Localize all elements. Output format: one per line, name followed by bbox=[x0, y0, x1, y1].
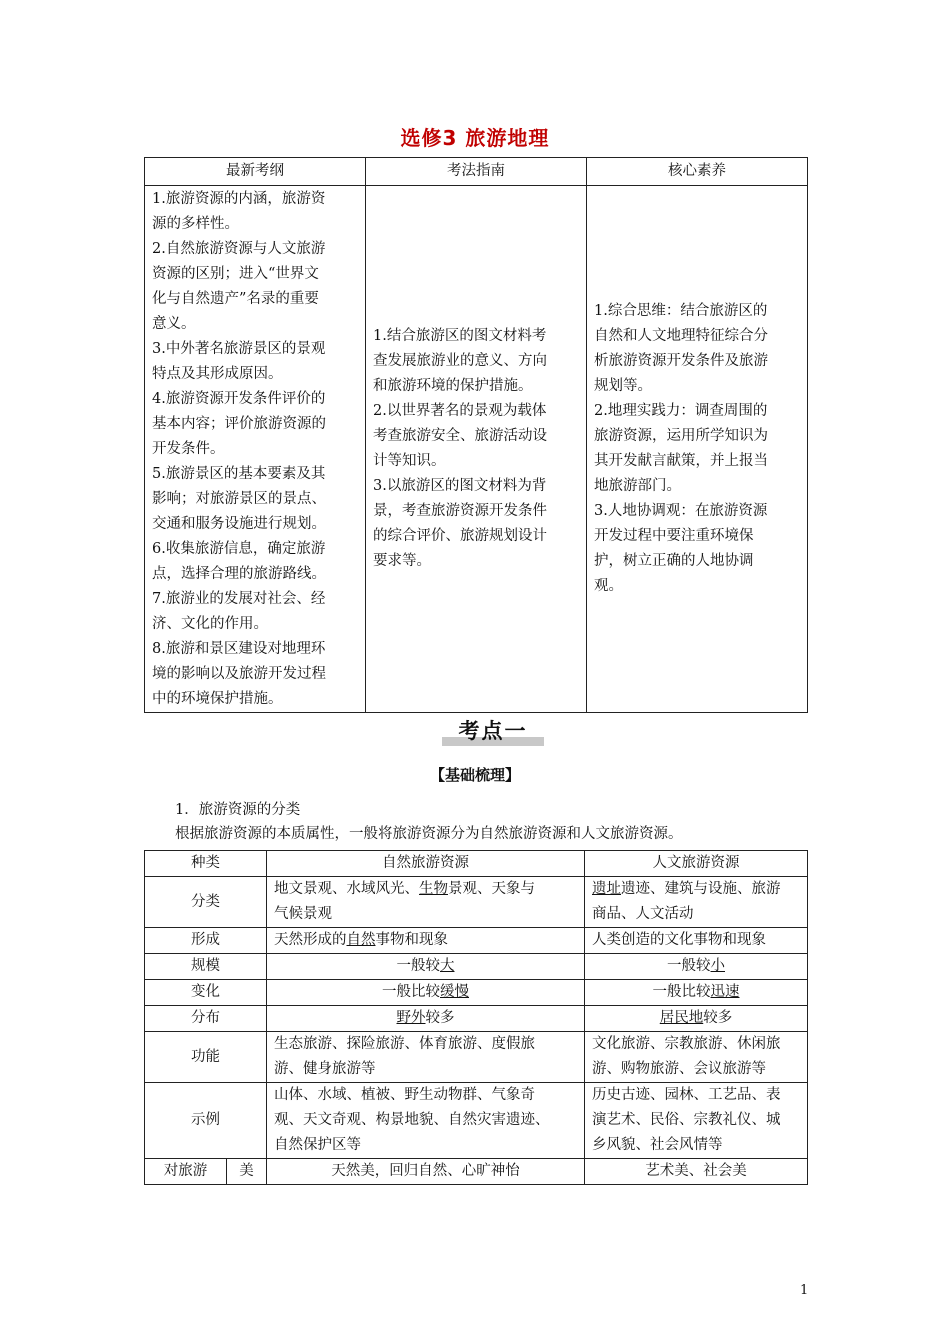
syllabus-table bbox=[144, 157, 808, 713]
text-line: 游、购物旅游、会议旅游等 bbox=[592, 1061, 766, 1077]
header-human: 人文旅游资源 bbox=[585, 851, 808, 877]
text-line: 1.综合思维：结合旅游区的 bbox=[594, 303, 768, 319]
text-line: 3.以旅游区的图文材料为背 bbox=[373, 478, 547, 494]
text-line: 生态旅游、探险旅游、体育旅游、度假旅 bbox=[274, 1036, 535, 1052]
cell-human-beauty: 艺术美、社会美 bbox=[585, 1159, 808, 1185]
text-line: 影响；对旅游景区的景点、 bbox=[152, 491, 326, 507]
text-line: 演艺术、民俗、宗教礼仪、城 bbox=[592, 1112, 781, 1128]
cell-human-formation: 人类创造的文化事物和现象 bbox=[585, 928, 808, 954]
text-line: 历史古迹、园林、工艺品、表 bbox=[592, 1087, 781, 1103]
row-label-examples: 示例 bbox=[145, 1083, 267, 1159]
cell-natural-beauty: 天然美，回归自然、心旷神怡 bbox=[267, 1159, 585, 1185]
text-line: 自然和人文地理特征综合分 bbox=[594, 328, 768, 344]
section-title: 【基础梳理】 bbox=[429, 766, 520, 784]
text-line: 源的多样性。 bbox=[152, 216, 239, 232]
header-syllabus: 最新考纲 bbox=[145, 158, 366, 186]
header-exam-guide: 考法指南 bbox=[366, 158, 587, 186]
page-number: 1 bbox=[800, 1283, 809, 1298]
text-line: 山体、水域、植被、野生动物群、气象奇 bbox=[274, 1087, 535, 1103]
text-line: 交通和服务设施进行规划。 bbox=[152, 516, 326, 532]
text-line: 文化旅游、宗教旅游、休闲旅 bbox=[592, 1036, 781, 1052]
text-line: 济、文化的作用。 bbox=[152, 616, 268, 632]
row-sublabel-beauty: 美 bbox=[227, 1159, 267, 1185]
text-line: 2.地理实践力：调查周围的 bbox=[594, 403, 768, 419]
cell-natural-examples bbox=[267, 1083, 585, 1159]
text-line: 境的影响以及旅游开发过程 bbox=[152, 666, 326, 682]
text-line: 7.旅游业的发展对社会、经 bbox=[152, 591, 326, 607]
cell-natural-classification: 地文景观、水域风光、生物景观、天象与 气候景观 bbox=[267, 877, 585, 928]
text-line: 的综合评价、旅游规划设计 bbox=[373, 528, 547, 544]
text-line: 析旅游资源开发条件及旅游 bbox=[594, 353, 768, 369]
syllabus-cell bbox=[145, 186, 366, 713]
text-line: 观。 bbox=[594, 578, 623, 594]
row-label-scale: 规模 bbox=[145, 954, 267, 980]
row-label-change: 变化 bbox=[145, 980, 267, 1006]
paragraph-heading: 1．旅游资源的分类 bbox=[175, 802, 301, 818]
text-line: 6.收集旅游信息，确定旅游 bbox=[152, 541, 326, 557]
text-line: 开发过程中要注重环境保 bbox=[594, 528, 754, 544]
row-label-distribution: 分布 bbox=[145, 1006, 267, 1032]
text-line: 基本内容；评价旅游资源的 bbox=[152, 416, 326, 432]
cell-human-function bbox=[585, 1032, 808, 1083]
text-line: 计等知识。 bbox=[373, 453, 446, 469]
cell-natural-function bbox=[267, 1032, 585, 1083]
resource-types-table bbox=[144, 850, 808, 1185]
text-line: 化与自然遗产”名录的重要 bbox=[152, 291, 319, 307]
text-line: 中的环境保护措施。 bbox=[152, 691, 283, 707]
text-line: 开发条件。 bbox=[152, 441, 225, 457]
text-line: 景，考查旅游资源开发条件 bbox=[373, 503, 547, 519]
text-line: 3.人地协调观：在旅游资源 bbox=[594, 503, 768, 519]
text-line: 考查旅游安全、旅游活动设 bbox=[373, 428, 547, 444]
text-line: 规划等。 bbox=[594, 378, 652, 394]
text-line: 2.以世界著名的景观为载体 bbox=[373, 403, 547, 419]
row-label-function: 功能 bbox=[145, 1032, 267, 1083]
cell-human-scale: 一般较小 bbox=[585, 954, 808, 980]
header-core-literacy: 核心素养 bbox=[587, 158, 808, 186]
row-label-classification: 分类 bbox=[145, 877, 267, 928]
text-line: 特点及其形成原因。 bbox=[152, 366, 283, 382]
cell-natural-distribution: 野外较多 bbox=[267, 1006, 585, 1032]
text-line: 查发展旅游业的意义、方向 bbox=[373, 353, 547, 369]
text-line: 3.中外著名旅游景区的景观 bbox=[152, 341, 326, 357]
text-line: 2.自然旅游资源与人文旅游 bbox=[152, 241, 326, 257]
text-line: 游、健身旅游等 bbox=[274, 1061, 376, 1077]
header-type: 种类 bbox=[145, 851, 267, 877]
exam-guide-cell bbox=[366, 186, 587, 713]
text-line: 8.旅游和景区建设对地理环 bbox=[152, 641, 326, 657]
text-line: 1.旅游资源的内涵，旅游资 bbox=[152, 191, 326, 207]
text-line: 地旅游部门。 bbox=[594, 478, 681, 494]
text-line: 旅游资源，运用所学知识为 bbox=[594, 428, 768, 444]
text-line: 1.结合旅游区的图文材料考 bbox=[373, 328, 547, 344]
text-line: 4.旅游资源开发条件评价的 bbox=[152, 391, 326, 407]
text-line: 观、天文奇观、构景地貌、自然灾害遗迹、 bbox=[274, 1112, 550, 1128]
text-line: 要求等。 bbox=[373, 553, 431, 569]
text-line: 护，树立正确的人地协调 bbox=[594, 553, 754, 569]
text-line: 自然保护区等 bbox=[274, 1137, 361, 1153]
cell-human-examples bbox=[585, 1083, 808, 1159]
text-line: 5.旅游景区的基本要素及其 bbox=[152, 466, 326, 482]
core-literacy-cell bbox=[587, 186, 808, 713]
text-line: 其开发献言献策，并上报当 bbox=[594, 453, 768, 469]
cell-natural-change: 一般比较缓慢 bbox=[267, 980, 585, 1006]
text-line: 和旅游环境的保护措施。 bbox=[373, 378, 533, 394]
text-line: 点，选择合理的旅游路线。 bbox=[152, 566, 326, 582]
cell-natural-formation: 天然形成的自然事物和现象 bbox=[267, 928, 585, 954]
paragraph-text: 根据旅游资源的本质属性，一般将旅游资源分为自然旅游资源和人文旅游资源。 bbox=[175, 826, 683, 842]
cell-human-change: 一般比较迅速 bbox=[585, 980, 808, 1006]
cell-natural-scale: 一般较大 bbox=[267, 954, 585, 980]
page-title: 选修3 旅游地理 bbox=[400, 126, 550, 150]
row-label-tourism-value: 对旅游 bbox=[145, 1159, 227, 1185]
cell-human-distribution: 居民地较多 bbox=[585, 1006, 808, 1032]
exam-point-banner bbox=[442, 713, 544, 745]
text-line: 资源的区别；进入“世界文 bbox=[152, 266, 319, 282]
banner-text: 考点一 bbox=[458, 719, 528, 743]
cell-human-classification: 遗址遗迹、建筑与设施、旅游 商品、人文活动 bbox=[585, 877, 808, 928]
row-label-formation: 形成 bbox=[145, 928, 267, 954]
text-line: 乡风貌、社会风情等 bbox=[592, 1137, 723, 1153]
header-natural: 自然旅游资源 bbox=[267, 851, 585, 877]
text-line: 意义。 bbox=[152, 316, 196, 332]
